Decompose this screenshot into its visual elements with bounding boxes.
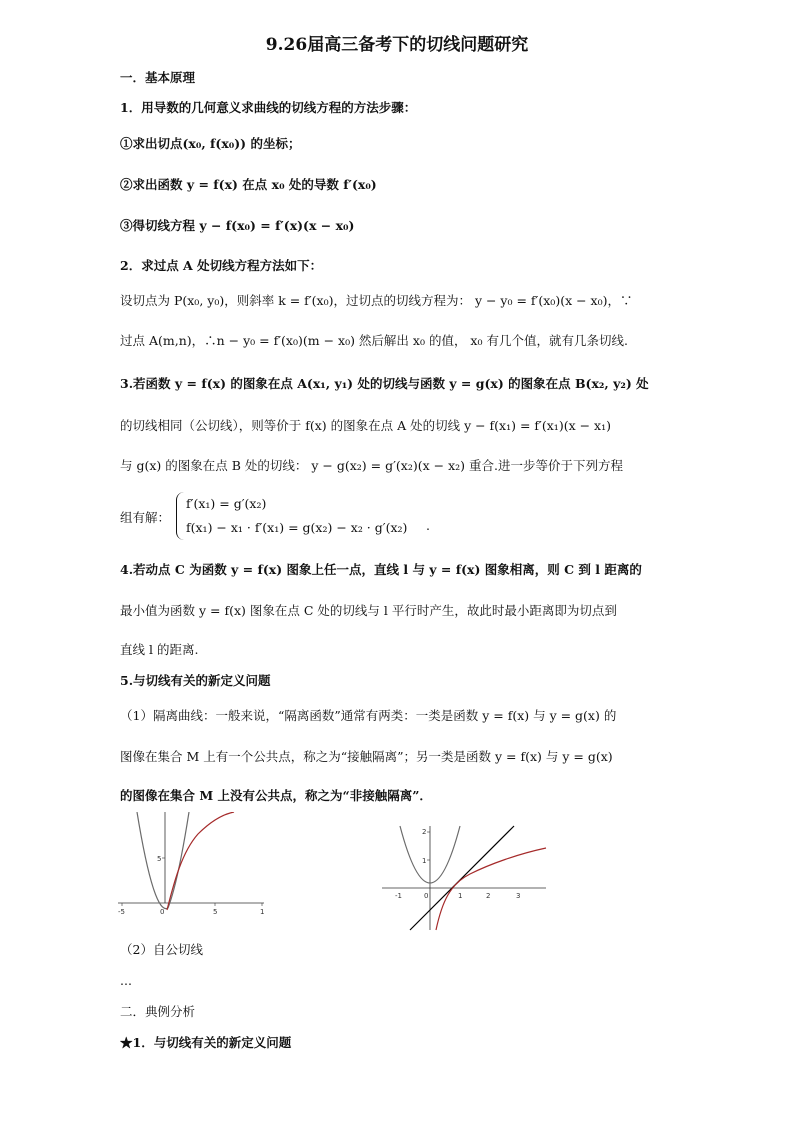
fig2-tick-x2: 2 bbox=[486, 892, 491, 900]
fig1-tick-y5: 5 bbox=[157, 855, 162, 863]
item-5-2: （2）自公切线 bbox=[120, 942, 203, 957]
item-2-heading: 2．求过点 A 处切线方程方法如下： bbox=[120, 258, 323, 273]
item-5-1-line-2: 图像在集合 M 上有一个公共点，称之为“接触隔离”；另一类是函数 y = f(x) 与 y = g(x) bbox=[120, 749, 613, 764]
section-heading-1: 一．基本原理 bbox=[120, 70, 196, 85]
system-brace bbox=[176, 492, 187, 540]
fig2-tick-x3: 3 bbox=[516, 892, 521, 900]
fig2-tick-x1: 1 bbox=[458, 892, 463, 900]
step-2: ②求出函数 y = f(x) 在点 x₀ 处的导数 f′(x₀) bbox=[120, 177, 377, 192]
item-2-line-1: 设切点为 P(x₀, y₀)，则斜率 k = f′(x₀)，过切点的切线方程为： y − y₀ = f′(x₀)(x − x₀)，∵ bbox=[120, 293, 633, 308]
step-1: ①求出切点(x₀, f(x₀)) 的坐标； bbox=[120, 136, 301, 151]
item-4-line-3: 直线 l 的距离. bbox=[120, 642, 199, 657]
fig2-tick-y2: 2 bbox=[422, 828, 427, 836]
ellipsis: ... bbox=[120, 973, 132, 988]
fig2-tick-x0: 0 bbox=[424, 892, 429, 900]
fig1-parabola bbox=[137, 812, 189, 909]
section-heading-2: 二．典例分析 bbox=[120, 1004, 196, 1019]
item-2-line-2: 过点 A(m,n)，∴n − y₀ = f′(x₀)(m − x₀) 然后解出 x₀ 的值， x₀ 有几个值，就有几条切线. bbox=[120, 333, 628, 348]
system-row-2: f(x₁) − x₁ · f′(x₁) = g(x₂) − x₂ · g′(x₂) bbox=[186, 520, 408, 535]
item-4-line-2: 最小值为函数 y = f(x) 图象在点 C 处的切线与 l 平行时产生，故此时最小距离即为切点到 bbox=[120, 603, 617, 618]
item-3-line-2: 的切线相同（公切线），则等价于 f(x) 的图象在点 A 处的切线 y − f(x₁) = f′(x₁)(x − x₁) bbox=[120, 418, 611, 433]
item-1-heading: 1．用导数的几何意义求曲线的切线方程的方法步骤： bbox=[120, 100, 417, 115]
fig2-tangent-line bbox=[410, 826, 514, 930]
fig1-tick-x0: 0 bbox=[160, 908, 165, 916]
step-3: ③得切线方程 y − f(x₀) = f′(x)(x − x₀) bbox=[120, 218, 355, 233]
example-heading-1: ★1．与切线有关的新定义问题 bbox=[120, 1035, 292, 1050]
figure-1 bbox=[114, 812, 270, 920]
item-5-1-line-3: 的图像在集合 M 上没有公共点，称之为“非接触隔离”． bbox=[120, 788, 432, 803]
fig1-tick-x5: 5 bbox=[213, 908, 218, 916]
fig1-tick-x1: 1 bbox=[260, 908, 265, 916]
fig2-log-curve bbox=[436, 848, 546, 930]
fig2-tick-y1: 1 bbox=[422, 857, 427, 865]
system-end: . bbox=[426, 518, 430, 533]
item-3-line-1: 3.若函数 y = f(x) 的图象在点 A(x₁, y₁) 处的切线与函数 y = g(x) 的图象在点 B(x₂, y₂) 处 bbox=[120, 376, 649, 391]
fig2-tick-xm1: -1 bbox=[395, 892, 402, 900]
figure-2 bbox=[378, 822, 550, 934]
item-3-line-3: 与 g(x) 的图象在点 B 处的切线： y − g(x₂) = g′(x₂)(x − x₂) 重合.进一步等价于下列方程 bbox=[120, 458, 623, 473]
fig1-tick-xm5: -5 bbox=[118, 908, 125, 916]
item-5-1-line-1: （1）隔离曲线：一般来说，“隔离函数”通常有两类：一类是函数 y = f(x) 与 y = g(x) 的 bbox=[120, 708, 617, 723]
fig1-log-curve bbox=[167, 812, 234, 910]
system-label: 组有解： bbox=[120, 510, 171, 525]
page-title: 9.26届高三备考下的切线问题研究 bbox=[265, 35, 529, 55]
item-5-heading: 5.与切线有关的新定义问题 bbox=[120, 673, 271, 688]
item-4-line-1: 4.若动点 C 为函数 y = f(x) 图象上任一点，直线 l 与 y = f(x) 图象相离，则 C 到 l 距离的 bbox=[120, 562, 642, 577]
system-row-1: f′(x₁) = g′(x₂) bbox=[186, 496, 267, 511]
